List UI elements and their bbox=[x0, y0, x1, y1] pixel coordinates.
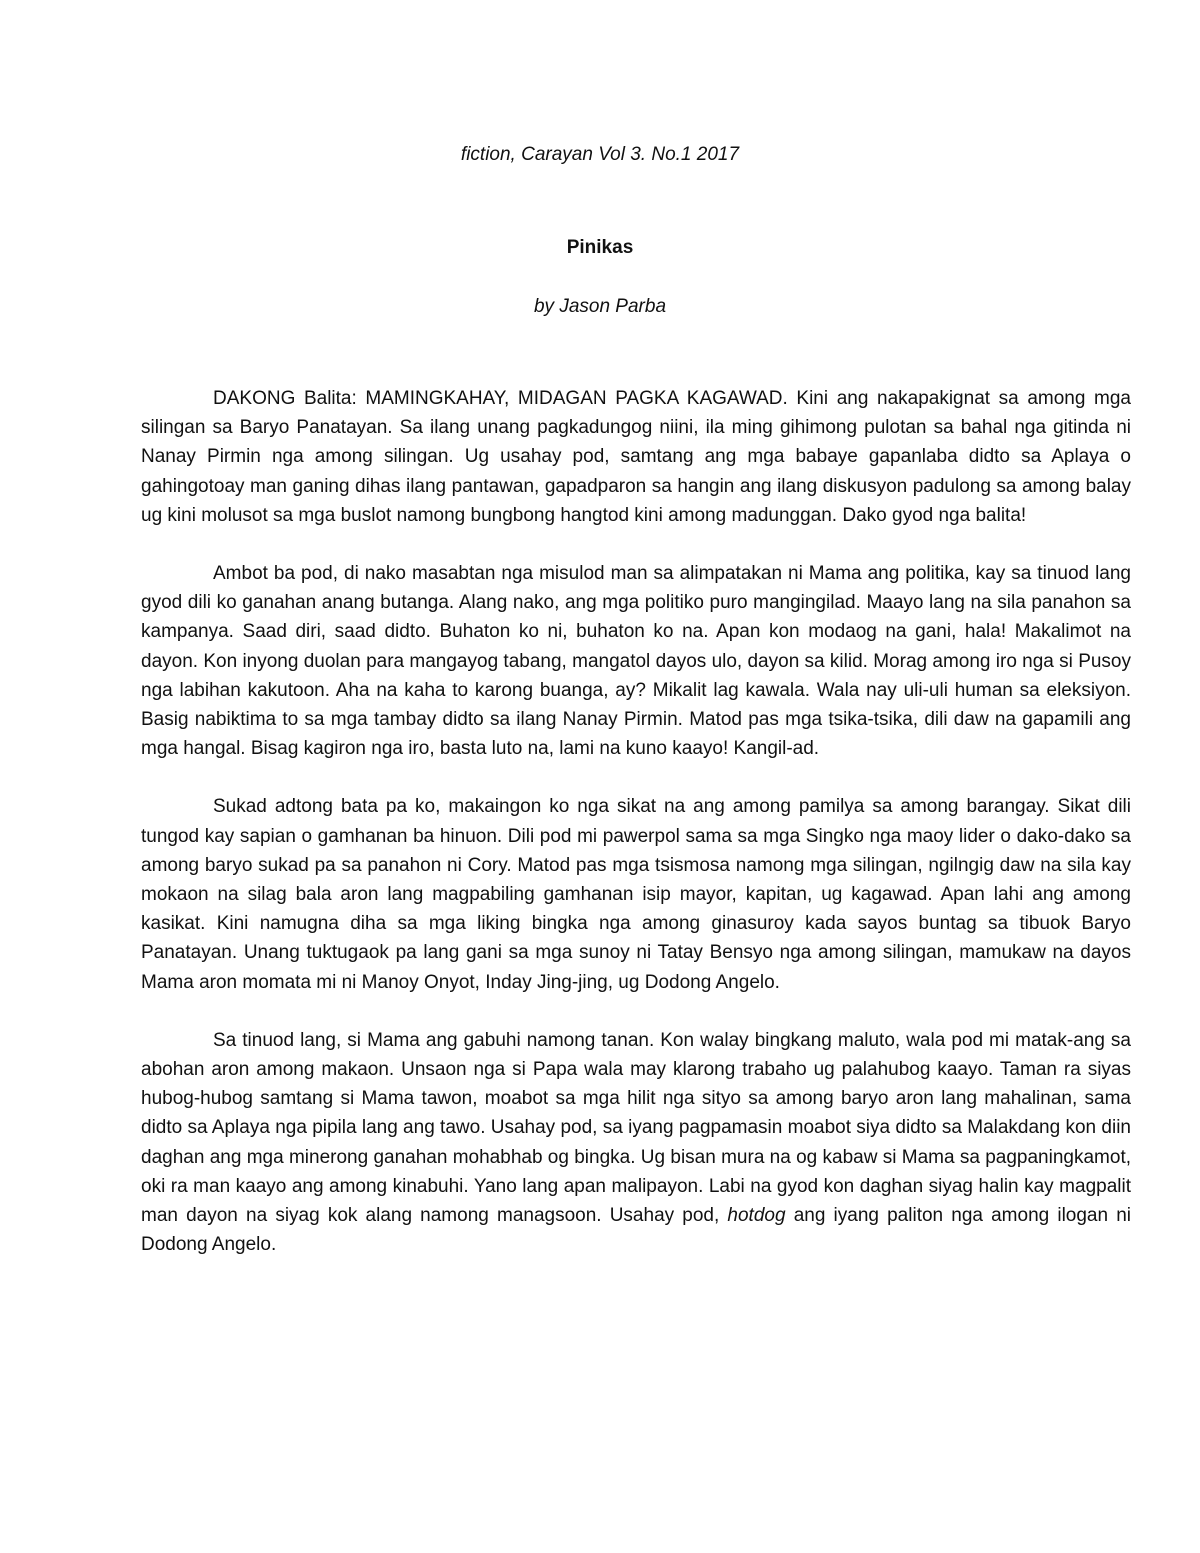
paragraph-1: DAKONG Balita: MAMINGKAHAY, MIDAGAN PAGKA KAGAWAD. Kini ang nakapakignat sa among mga silingan sa Baryo Panatayan. Sa ilang unang pagkadungog niini, ila ming gihimong pulotan sa bahal nga gitinda ni Nanay Pirmin nga among silingan. Ug usahay pod, samtang ang mga babaye gapanlaba didto sa Aplaya o gahingotoay man ganing dihas ilang pantawan, gapadparon sa hangin ang ilang diskusyon padulong sa among balay ug kini molusot sa mga buslot namong bungbong hangtod kini among madunggan. Dako gyod nga balita! bbox=[141, 388, 1131, 526]
paragraph-4 bbox=[141, 1026, 1131, 1260]
paragraph-2: Ambot ba pod, di nako masabtan nga misulod man sa alimpatakan ni Mama ang politika, kay sa tinuod lang gyod dili ko ganahan anang butanga. Alang nako, ang mga politiko puro mangingilad. Maayo lang na sila panahon sa kampanya. Saad diri, saad didto. Buhaton ko ni, buhaton ko na. Apan kon modaog na gani, hala! Makalimot na dayon. Kon inyong duolan para mangayog tabang, mangatol dayos ulo, dayon sa kilid. Morag among iro nga si Pusoy nga labihan kakutoon. Aha na kaha to karong buanga, ay? Mikalit lag kawala. Wala nay uli-uli human sa eleksiyon. Basig nabiktima to sa mga tambay didto sa ilang Nanay Pirmin. Matod pas mga tsika-tsika, dili daw na gapamili ang mga hangal. Bisag kagiron nga iro, basta luto na, lami na kuno kaayo! Kangil-ad. bbox=[141, 563, 1131, 760]
paragraph-3: Sukad adtong bata pa ko, makaingon ko nga sikat na ang among pamilya sa among barangay. Sikat dili tungod kay sapian o gamhanan ba hinuon. Dili pod mi pawerpol sama sa mga Singko nga maoy lider o dako-dako sa among baryo sukad pa sa panahon ni Cory. Matod pas mga tsismosa namong mga silingan, ngilngig daw na sila kay mokaon na silag bala aron lang magpabiling gamhanan isip mayor, kapitan, ug kagawad. Apan lahi ang among kasikat. Kini namugna diha sa mga liking bingka nga among ginasuroy kada sayos buntag sa tibuok Baryo Panatayan. Unang tuktugaok pa lang gani sa mga sunoy ni Tatay Bensyo nga among silingan, mamukaw na dayos Mama aron momata mi ni Manoy Onyot, Inday Jing-jing, ug Dodong Angelo. bbox=[141, 796, 1131, 993]
story-body bbox=[141, 384, 1131, 1259]
paragraph-4-text-start: Sa tinuod lang, si Mama ang gabuhi namong tanan. Kon walay bingkang maluto, wala pod mi matak-ang sa abohan aron among makaon. Unsaon nga si Papa wala may klarong trabaho ug palahubog kaayo. Taman ra siyas hubog-hubog samtang si Mama tawon, moabot sa mga hilit nga sityo sa among baryo aron lang mahalinan, sama didto sa Aplaya nga pipila lang ang tawo. Usahay pod, sa iyang pagpamasin moabot siya didto sa Malakdang kon diin daghan ang mga minerong ganahan mohabhab og bingka. Ug bisan mura na og kabaw si Mama sa pagpaningkamot, oki ra man kaayo ang among kinabuhi. Yano lang apan malipayon. Labi na gyod kon daghan siyag halin kay magpalit man dayon na siyag kok alang namong managsoon. Usahay pod, bbox=[141, 1029, 1131, 1227]
paragraph-4-emphasis: hotdog bbox=[727, 1205, 786, 1227]
story-title: Pinikas bbox=[566, 237, 634, 258]
source-line: fiction, Carayan Vol 3. No.1 2017 bbox=[460, 144, 740, 165]
paragraph-4-text-end: ang iyang paliton nga among ilogan ni Dodong Angelo. bbox=[141, 1205, 1132, 1256]
byline: by Jason Parba bbox=[533, 296, 667, 317]
